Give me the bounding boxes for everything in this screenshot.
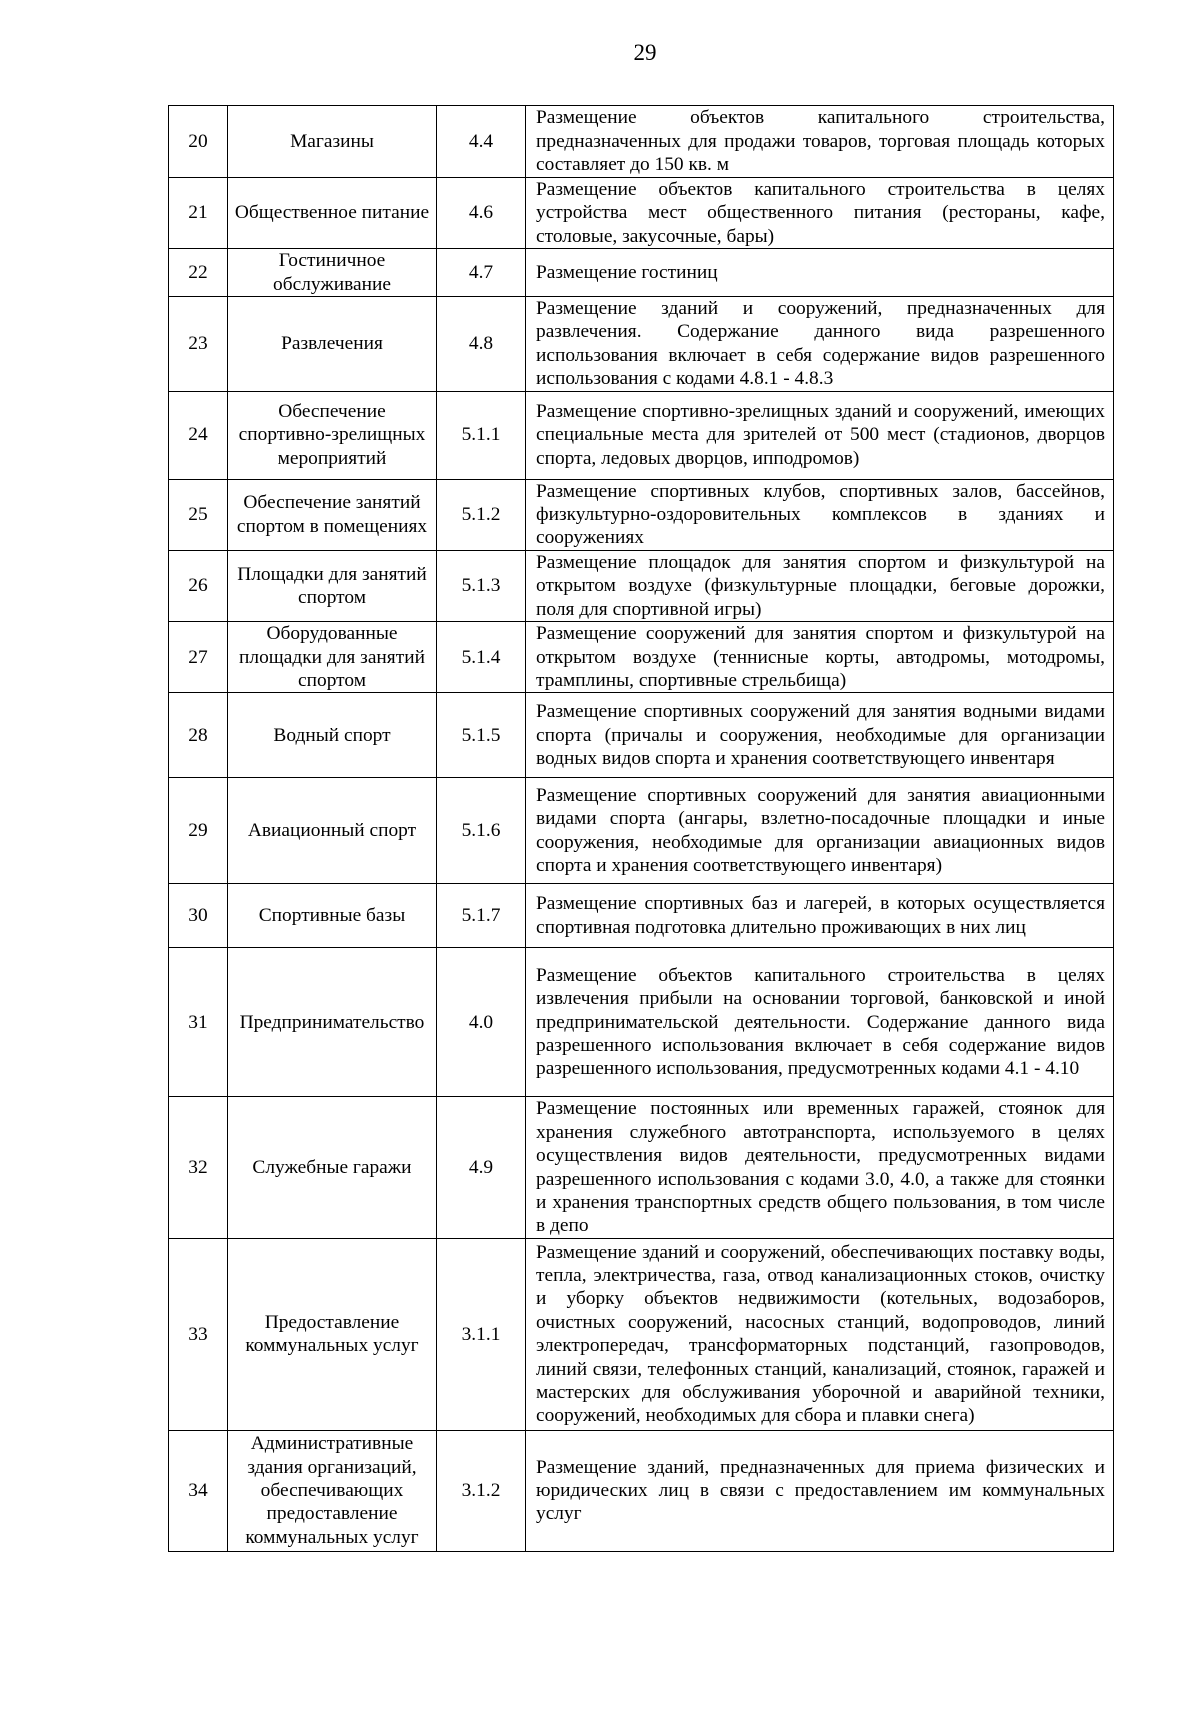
land-use-code: 4.6: [437, 178, 526, 249]
land-use-code: 5.1.2: [437, 479, 526, 550]
table-row: [169, 106, 1114, 178]
table-row: [169, 249, 1114, 297]
row-number: 27: [169, 622, 228, 693]
land-use-name: Общественное питание: [228, 178, 437, 249]
land-use-description: Размещение зданий, предназначенных для приема физических и юридических лиц в связи с предоставлением им коммунальных услуг: [526, 1430, 1114, 1551]
row-number: 20: [169, 106, 228, 178]
table-row: [169, 693, 1114, 778]
land-use-code: 3.1.2: [437, 1430, 526, 1551]
land-use-name: Гостиничное обслуживание: [228, 249, 437, 297]
table-row: [169, 948, 1114, 1097]
row-number: 32: [169, 1097, 228, 1238]
land-use-description: Размещение зданий и сооружений, обеспечивающих поставку воды, тепла, электричества, газа, отвод канализационных стоков, очистку и уборку объектов недвижимости (котельных, водозаборов, очистных сооружений, насосных станций, водопроводов, линий электропередач, трансформаторных подстанций, газопроводов, линий связи, телефонных станций, канализаций, стоянок, гаражей и мастерских для обслуживания уборочной и аварийной техники, сооружений, необходимых для сбора и плавки снега): [526, 1238, 1114, 1430]
table-row: [169, 778, 1114, 884]
land-use-code: 5.1.3: [437, 550, 526, 621]
row-number: 31: [169, 948, 228, 1097]
land-use-name: Магазины: [228, 106, 437, 178]
land-use-code: 5.1.4: [437, 622, 526, 693]
table-row: [169, 178, 1114, 249]
land-use-description: Размещение постоянных или временных гаражей, стоянок для хранения служебного автотранспорта, используемого в целях осуществления видов деятельности, предусмотренных видами разрешенного использования с кодами 3.0, 4.0, а также для стоянки и хранения транспортных средств общего пользования, в том числе в депо: [526, 1097, 1114, 1238]
land-use-name: Предоставление коммунальных услуг: [228, 1238, 437, 1430]
land-use-name: Административные здания организаций, обеспечивающих предоставление коммунальных услуг: [228, 1430, 437, 1551]
land-use-table: [168, 105, 1114, 1552]
row-number: 22: [169, 249, 228, 297]
row-number: 34: [169, 1430, 228, 1551]
land-use-code: 5.1.6: [437, 778, 526, 884]
land-use-name: Обеспечение спортивно-зрелищных мероприятий: [228, 391, 437, 479]
land-use-description: Размещение площадок для занятия спортом и физкультурой на открытом воздухе (физкультурные площадки, беговые дорожки, поля для спортивной игры): [526, 550, 1114, 621]
row-number: 24: [169, 391, 228, 479]
land-use-code: 4.0: [437, 948, 526, 1097]
land-use-name: Обеспечение занятий спортом в помещениях: [228, 479, 437, 550]
land-use-code: 3.1.1: [437, 1238, 526, 1430]
row-number: 29: [169, 778, 228, 884]
land-use-code: 4.4: [437, 106, 526, 178]
land-use-description: Размещение объектов капитального строительства, предназначенных для продажи товаров, торговая площадь которых составляет до 150 кв. м: [526, 106, 1114, 178]
land-use-name: Развлечения: [228, 297, 437, 392]
land-use-description: Размещение гостиниц: [526, 249, 1114, 297]
land-use-code: 5.1.5: [437, 693, 526, 778]
land-use-name: Водный спорт: [228, 693, 437, 778]
land-use-name: Авиационный спорт: [228, 778, 437, 884]
land-use-code: 5.1.7: [437, 884, 526, 948]
land-use-description: Размещение спортивно-зрелищных зданий и сооружений, имеющих специальные места для зрителей от 500 мест (стадионов, дворцов спорта, ледовых дворцов, ипподромов): [526, 391, 1114, 479]
table-row: [169, 479, 1114, 550]
row-number: 21: [169, 178, 228, 249]
page-number: 29: [633, 40, 657, 65]
land-use-description: Размещение объектов капитального строительства в целях извлечения прибыли на основании торговой, банковской и иной предпринимательской деятельности. Содержание данного вида разрешенного использования включает в себя содержание видов разрешенного использования, предусмотренных кодами 4.1 - 4.10: [526, 948, 1114, 1097]
table-body: [169, 106, 1114, 1552]
table-row: [169, 1238, 1114, 1430]
row-number: 23: [169, 297, 228, 392]
land-use-description: Размещение объектов капитального строительства в целях устройства мест общественного питания (рестораны, кафе, столовые, закусочные, бары): [526, 178, 1114, 249]
row-number: 30: [169, 884, 228, 948]
land-use-code: 4.8: [437, 297, 526, 392]
land-use-name: Предпринимательство: [228, 948, 437, 1097]
table-row: [169, 297, 1114, 392]
land-use-description: Размещение спортивных клубов, спортивных залов, бассейнов, физкультурно-оздоровительных комплексов в зданиях и сооружениях: [526, 479, 1114, 550]
land-use-name: Площадки для занятий спортом: [228, 550, 437, 621]
row-number: 28: [169, 693, 228, 778]
table-row: [169, 1097, 1114, 1238]
land-use-name: Оборудованные площадки для занятий спортом: [228, 622, 437, 693]
table-row: [169, 391, 1114, 479]
table-row: [169, 622, 1114, 693]
land-use-description: Размещение спортивных баз и лагерей, в которых осуществляется спортивная подготовка длительно проживающих в них лиц: [526, 884, 1114, 948]
row-number: 33: [169, 1238, 228, 1430]
land-use-code: 4.9: [437, 1097, 526, 1238]
land-use-name: Служебные гаражи: [228, 1097, 437, 1238]
table-row: [169, 550, 1114, 621]
land-use-description: Размещение зданий и сооружений, предназначенных для развлечения. Содержание данного вида разрешенного использования включает в себя содержание видов разрешенного использования с кодами 4.8.1 - 4.8.3: [526, 297, 1114, 392]
land-use-description: Размещение спортивных сооружений для занятия авиационными видами спорта (ангары, взлетно-посадочные площадки и иные сооружения, необходимые для организации авиационных видов спорта и хранения соответствующего инвентаря): [526, 778, 1114, 884]
land-use-code: 4.7: [437, 249, 526, 297]
land-use-description: Размещение спортивных сооружений для занятия водными видами спорта (причалы и сооружения, необходимые для организации водных видов спорта и хранения соответствующего инвентаря: [526, 693, 1114, 778]
row-number: 25: [169, 479, 228, 550]
land-use-description: Размещение сооружений для занятия спортом и физкультурой на открытом воздухе (теннисные корты, автодромы, мотодромы, трамплины, спортивные стрельбища): [526, 622, 1114, 693]
row-number: 26: [169, 550, 228, 621]
table-row: [169, 884, 1114, 948]
land-use-code: 5.1.1: [437, 391, 526, 479]
land-use-name: Спортивные базы: [228, 884, 437, 948]
table-row: [169, 1430, 1114, 1551]
